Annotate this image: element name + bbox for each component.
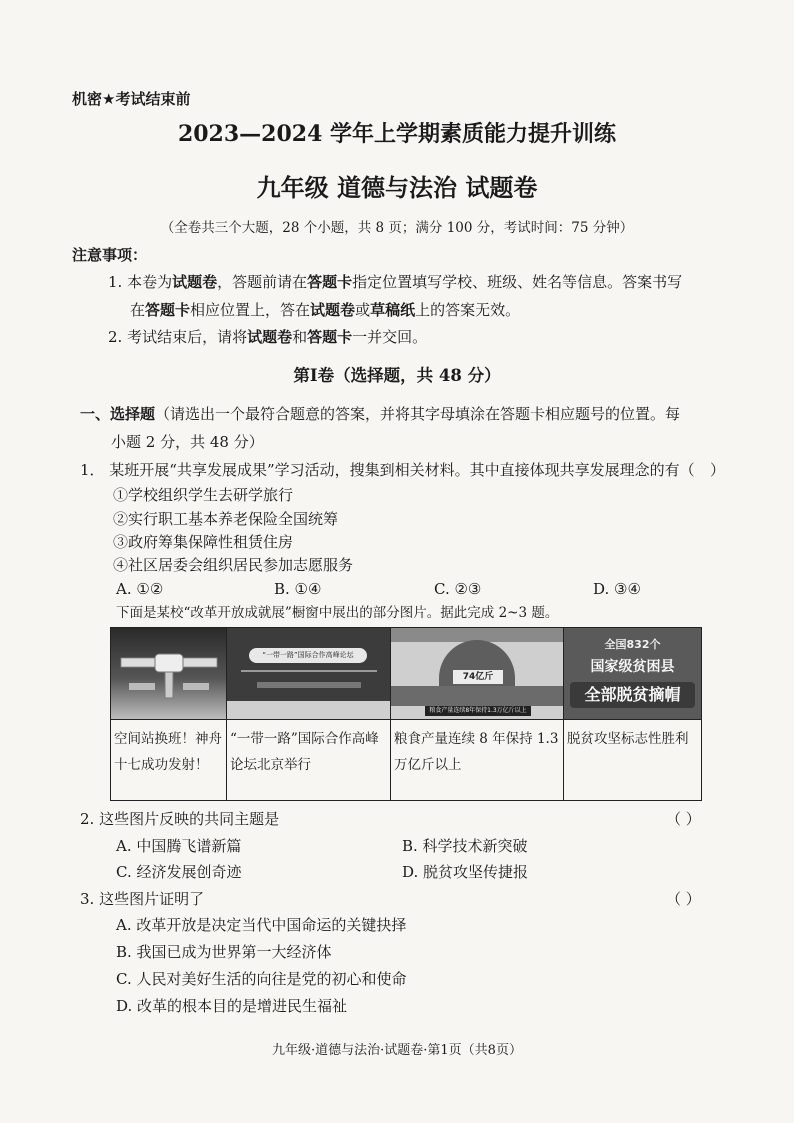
text: 指定位置填写学校、班级、姓名等信息。答案书写 [352,273,683,291]
grain-output-graphic [391,628,563,720]
question-2-stem: 2. 这些图片反映的共同主题是 [80,810,280,828]
picture-cell-poverty-alleviation [564,628,701,800]
question-1-stem: 1． 某班开展“共享发展成果”学习活动，搜集到相关材料。其中直接体现共享发展理念的有（ [80,461,695,479]
picture-caption: 脱贫攻坚标志性胜利 [567,731,689,747]
question-1-option-a: A. ①② [116,580,164,598]
text: 答题卡 [307,328,353,346]
text: 答题卡 [145,301,191,319]
question-2-answer-paren: （ ） [666,810,701,828]
notice-item-2 [108,326,427,347]
stage-floor [227,701,390,719]
text: 或 [355,301,371,319]
text: 草稿纸 [370,301,416,319]
text: 一并交回。 [352,328,428,346]
question-3-option-d: D. 改革的根本目的是增进民生福祉 [116,997,348,1015]
picture-table [110,627,702,801]
notice-item-1-line-1 [108,271,682,292]
text: 和 [292,328,308,346]
text: （请选出一个最符合题意的答案，并将其字母填涂在答题卡相应题号的位置。每 [155,405,681,423]
part-heading: 第Ⅰ卷（选择题，共 48 分） [293,366,501,385]
text: 在 [130,301,146,319]
text: 答题卡 [307,273,353,291]
question-3-stem: 3. 这些图片证明了 [80,890,205,908]
question-3-option-a: A. 改革开放是决定当代中国命运的关键抉择 [116,916,407,934]
confidential-label: 机密★考试结束前 [72,90,191,108]
question-2-option-a: A. 中国腾飞谱新篇 [116,837,242,855]
grain-figure: 74亿斤 [453,670,503,684]
text: ，答题前请在 [217,273,308,291]
question-2-option-b: B. 科学技术新突破 [402,837,528,855]
banner-rule [257,682,361,688]
picture-caption: 粮食产量连续 8 年保持 1.3 万亿斤以上 [394,731,559,773]
question-1-item: ②实行职工基本养老保险全国统筹 [113,510,339,528]
space-station-photo [111,628,226,720]
belt-road-forum-photo [227,628,390,720]
question-1-option-d: D. ③④ [593,580,641,598]
poster-line-3: 全部脱贫摘帽 [570,682,695,708]
poster-line-2: 国家级贫困县 [590,659,675,675]
question-2-option-c: C. 经济发展创奇迹 [116,863,242,881]
section-instructions-line-2: 小题 2 分，共 48 分） [111,433,264,451]
page-footer: 九年级·道德与法治·试题卷·第1页（共8页） [272,1043,522,1058]
question-2-option-d: D. 脱贫攻坚传捷报 [402,863,529,881]
exam-title: 2023—2024 学年上学期素质能力提升训练 [177,121,617,147]
exam-info: （全卷共三个大题，28 个小题，共 8 页；满分 100 分，考试时间：75 分钟） [160,220,634,236]
banner-rule [241,670,377,672]
text: 上的答案无效。 [415,301,521,319]
question-3-option-c: C. 人民对美好生活的向往是党的初心和使命 [116,970,407,988]
exam-subtitle: 九年级 道德与法治 试题卷 [256,174,538,202]
grain-strip: 粮食产量连续8年保持1.3万亿斤以上 [425,706,531,716]
picture-caption: “一带一路”国际合作高峰论坛北京举行 [230,731,379,773]
question-1-option-c: C. ②③ [434,580,482,598]
section-instructions-line-1 [80,403,680,424]
reading-intro: 下面是某校“改革开放成就展”橱窗中展出的部分图片。据此完成 2~3 题。 [116,605,559,621]
poster-line-1: 全国832个 [604,638,661,651]
question-1-item: ④社区居委会组织居民参加志愿服务 [113,556,354,574]
section-label: 一、选择题 [80,405,156,423]
question-1-answer-paren: ） [710,461,726,479]
picture-cell-grain-output [391,628,564,800]
field-band [391,686,563,706]
question-3-answer-paren: （ ） [666,890,701,908]
question-1-option-b: B. ①④ [274,580,322,598]
question-1-item: ①学校组织学生去研学旅行 [113,486,294,504]
text: 试题卷 [247,328,293,346]
space-station-icon [111,628,226,719]
question-1-item: ③政府筹集保障性租赁住房 [113,533,294,551]
poverty-alleviation-poster [564,628,701,720]
picture-cell-belt-road-forum [227,628,391,800]
picture-cell-space-station [111,628,227,800]
text: 试题卷 [172,273,218,291]
question-3-option-b: B. 我国已成为世界第一大经济体 [116,943,332,961]
text: 1. 本卷为 [108,273,173,291]
text: 相应位置上，答在 [190,301,311,319]
text: 2. 考试结束后，请将 [108,328,248,346]
notice-item-1-line-2 [130,299,520,320]
forum-banner: “一带一路”国际合作高峰论坛 [249,648,367,663]
notice-heading: 注意事项： [72,246,148,264]
text: 试题卷 [310,301,356,319]
picture-caption: 空间站换班！神舟十七成功发射！ [114,731,222,773]
